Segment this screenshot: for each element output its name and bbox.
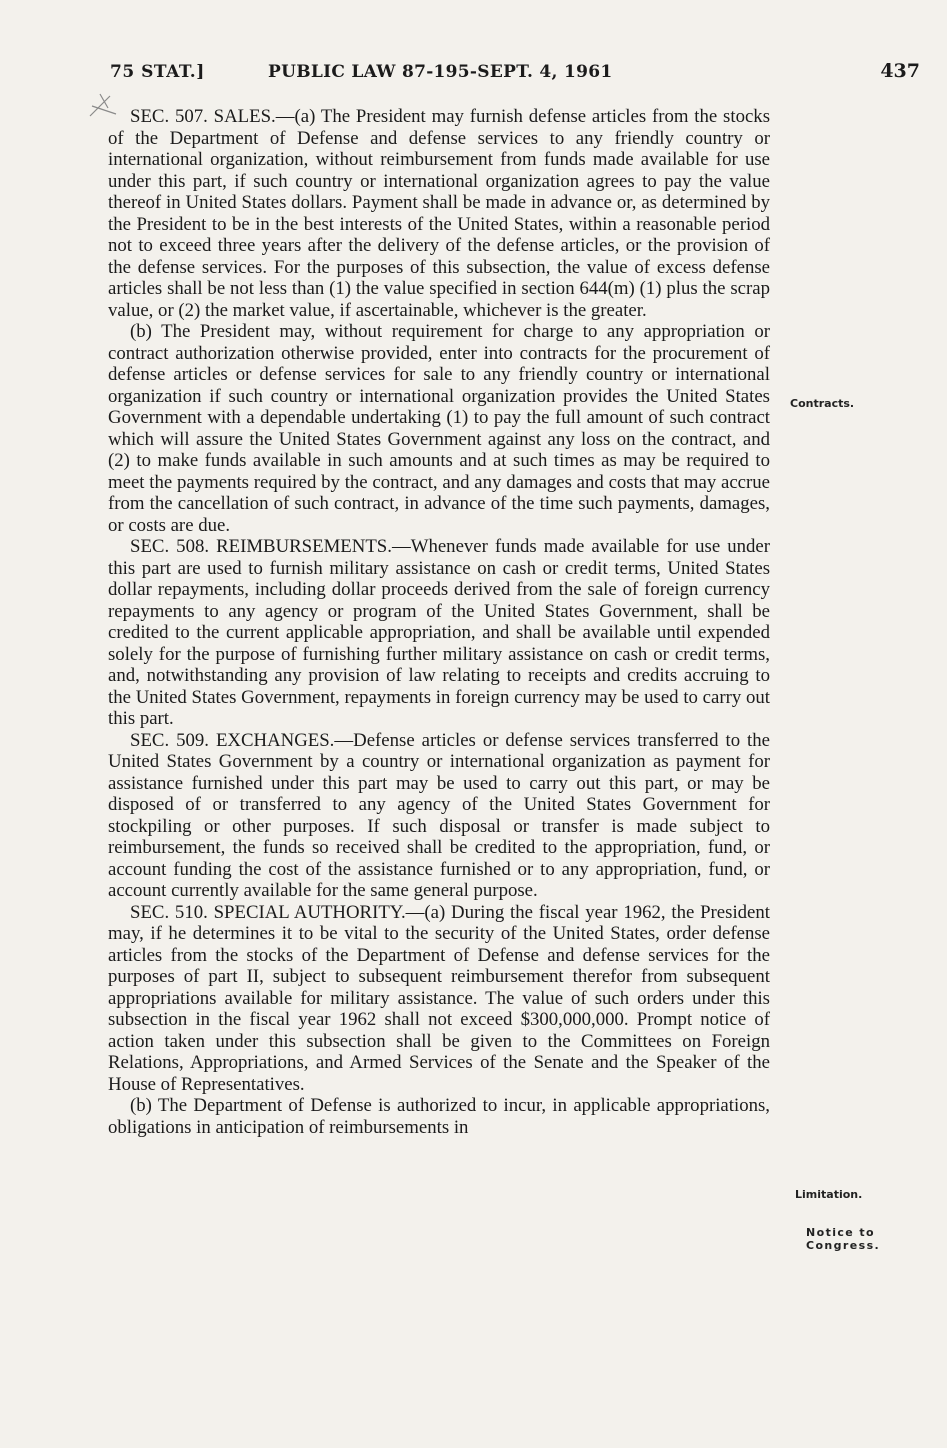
margin-note-limitation: Limitation. <box>795 1188 863 1201</box>
section-number: SEC. 507. <box>130 106 208 127</box>
page-header <box>110 62 930 90</box>
section-heading: SALES. <box>213 106 276 127</box>
section-507a <box>108 106 770 321</box>
section-507b: (b) The President may, without requirement for charge to any appropriation or contract authorization otherwise provided, enter into contracts for the procurement of defense articles or defense services for sale to any friendly country or international organization if such country or international organization provides the United States Government with a dependable undertaking (1) to pay the full amount of such contract which will assure the United States Government against any loss on the contract, and (2) to make funds available in such amounts and at such times as may be required to meet the payments required by the contract, and any damages and costs that may accrue from the cancellation of such contract, in advance of the time such payments, damages, or costs are due. <box>108 321 770 536</box>
law-title: PUBLIC LAW 87-195-SEPT. 4, 1961 <box>268 62 613 82</box>
page-number: 437 <box>880 60 920 82</box>
margin-note-notice: Notice to Congress. <box>806 1226 881 1252</box>
statute-volume: 75 STAT.] <box>110 62 205 82</box>
section-508 <box>108 536 770 730</box>
statute-body <box>108 106 770 1138</box>
section-heading: SPECIAL AUTHORITY. <box>213 901 406 923</box>
section-heading: REIMBURSEMENTS. <box>216 536 392 557</box>
section-510b: (b) The Department of Defense is authorized to incur, in applicable appropriations, obligations in anticipation of reimbursements in <box>108 1095 770 1138</box>
section-510a <box>108 902 770 1096</box>
section-text: —Defense articles or defense services transferred to the United States Government by a country or international organization as payment for assistance furnished under this part may be used to carry out this part, or may be disposed of or transferred to any agency of the United States Government for stockpiling or other purposes. If such disposal or transfer is made subject to reimbursement, the funds so received shall be credited to the appropriation, fund, or account funding the cost of the assistance furnished or to any appropriation, fund, or account currently available for the same general purpose. <box>108 729 770 901</box>
section-number: SEC. 510. <box>130 901 208 923</box>
section-text: —(a) The President may furnish defense articles from the stocks of the Department of Defense and defense services to any friendly country or international organization, without reimbursement from funds made available for use under this part, if such country or international organization agrees to pay the value thereof in United States dollars. Payment shall be made in advance or, as determined by the President to be in the best interests of the United States, within a reasonable period not to exceed three years after the delivery of the defense articles, or the provision of the defense services. For the purposes of this subsection, the value of excess defense articles shall be not less than (1) the value specified in section 644(m) (1) plus the scrap value, or (2) the market value, if ascertainable, whichever is the greater. <box>108 106 771 321</box>
section-text: —(a) During the fiscal year 1962, the President may, if he determines it to be vital to the security of the United States, order defense articles from the stocks of the Department of Defense and defense services for the purposes of part II, subject to subsequent reimbursement therefor from subsequent appropriations available for military assistance. The value of such orders under this subsection in the fiscal year 1962 shall not exceed $300,000,000. Prompt notice of action taken under this subsection shall be given to the Committees on Foreign Relations, Appropriations, and Armed Services of the Senate and the Speaker of the House of Representatives. <box>108 901 770 1095</box>
section-number: SEC. 509. <box>130 729 209 751</box>
section-text: —Whenever funds made available for use under this part are used to furnish military assistance on cash or credit terms, United States dollar repayments, including dollar proceeds derived from the sale of foreign currency repayments to any agency or program of the United States Government, shall be credited to the current applicable appropriation, and shall be available until expended solely for the purpose of furnishing further military assistance on cash or credit terms, and, notwithstanding any provision of law relating to receipts and credits accruing to the United States Government, repayments in foreign currency may be used to carry out this part. <box>108 536 770 729</box>
section-number: SEC. 508. <box>130 536 210 557</box>
margin-note-contracts: Contracts. <box>790 397 855 410</box>
section-heading: EXCHANGES. <box>215 729 335 751</box>
section-509 <box>108 730 770 902</box>
